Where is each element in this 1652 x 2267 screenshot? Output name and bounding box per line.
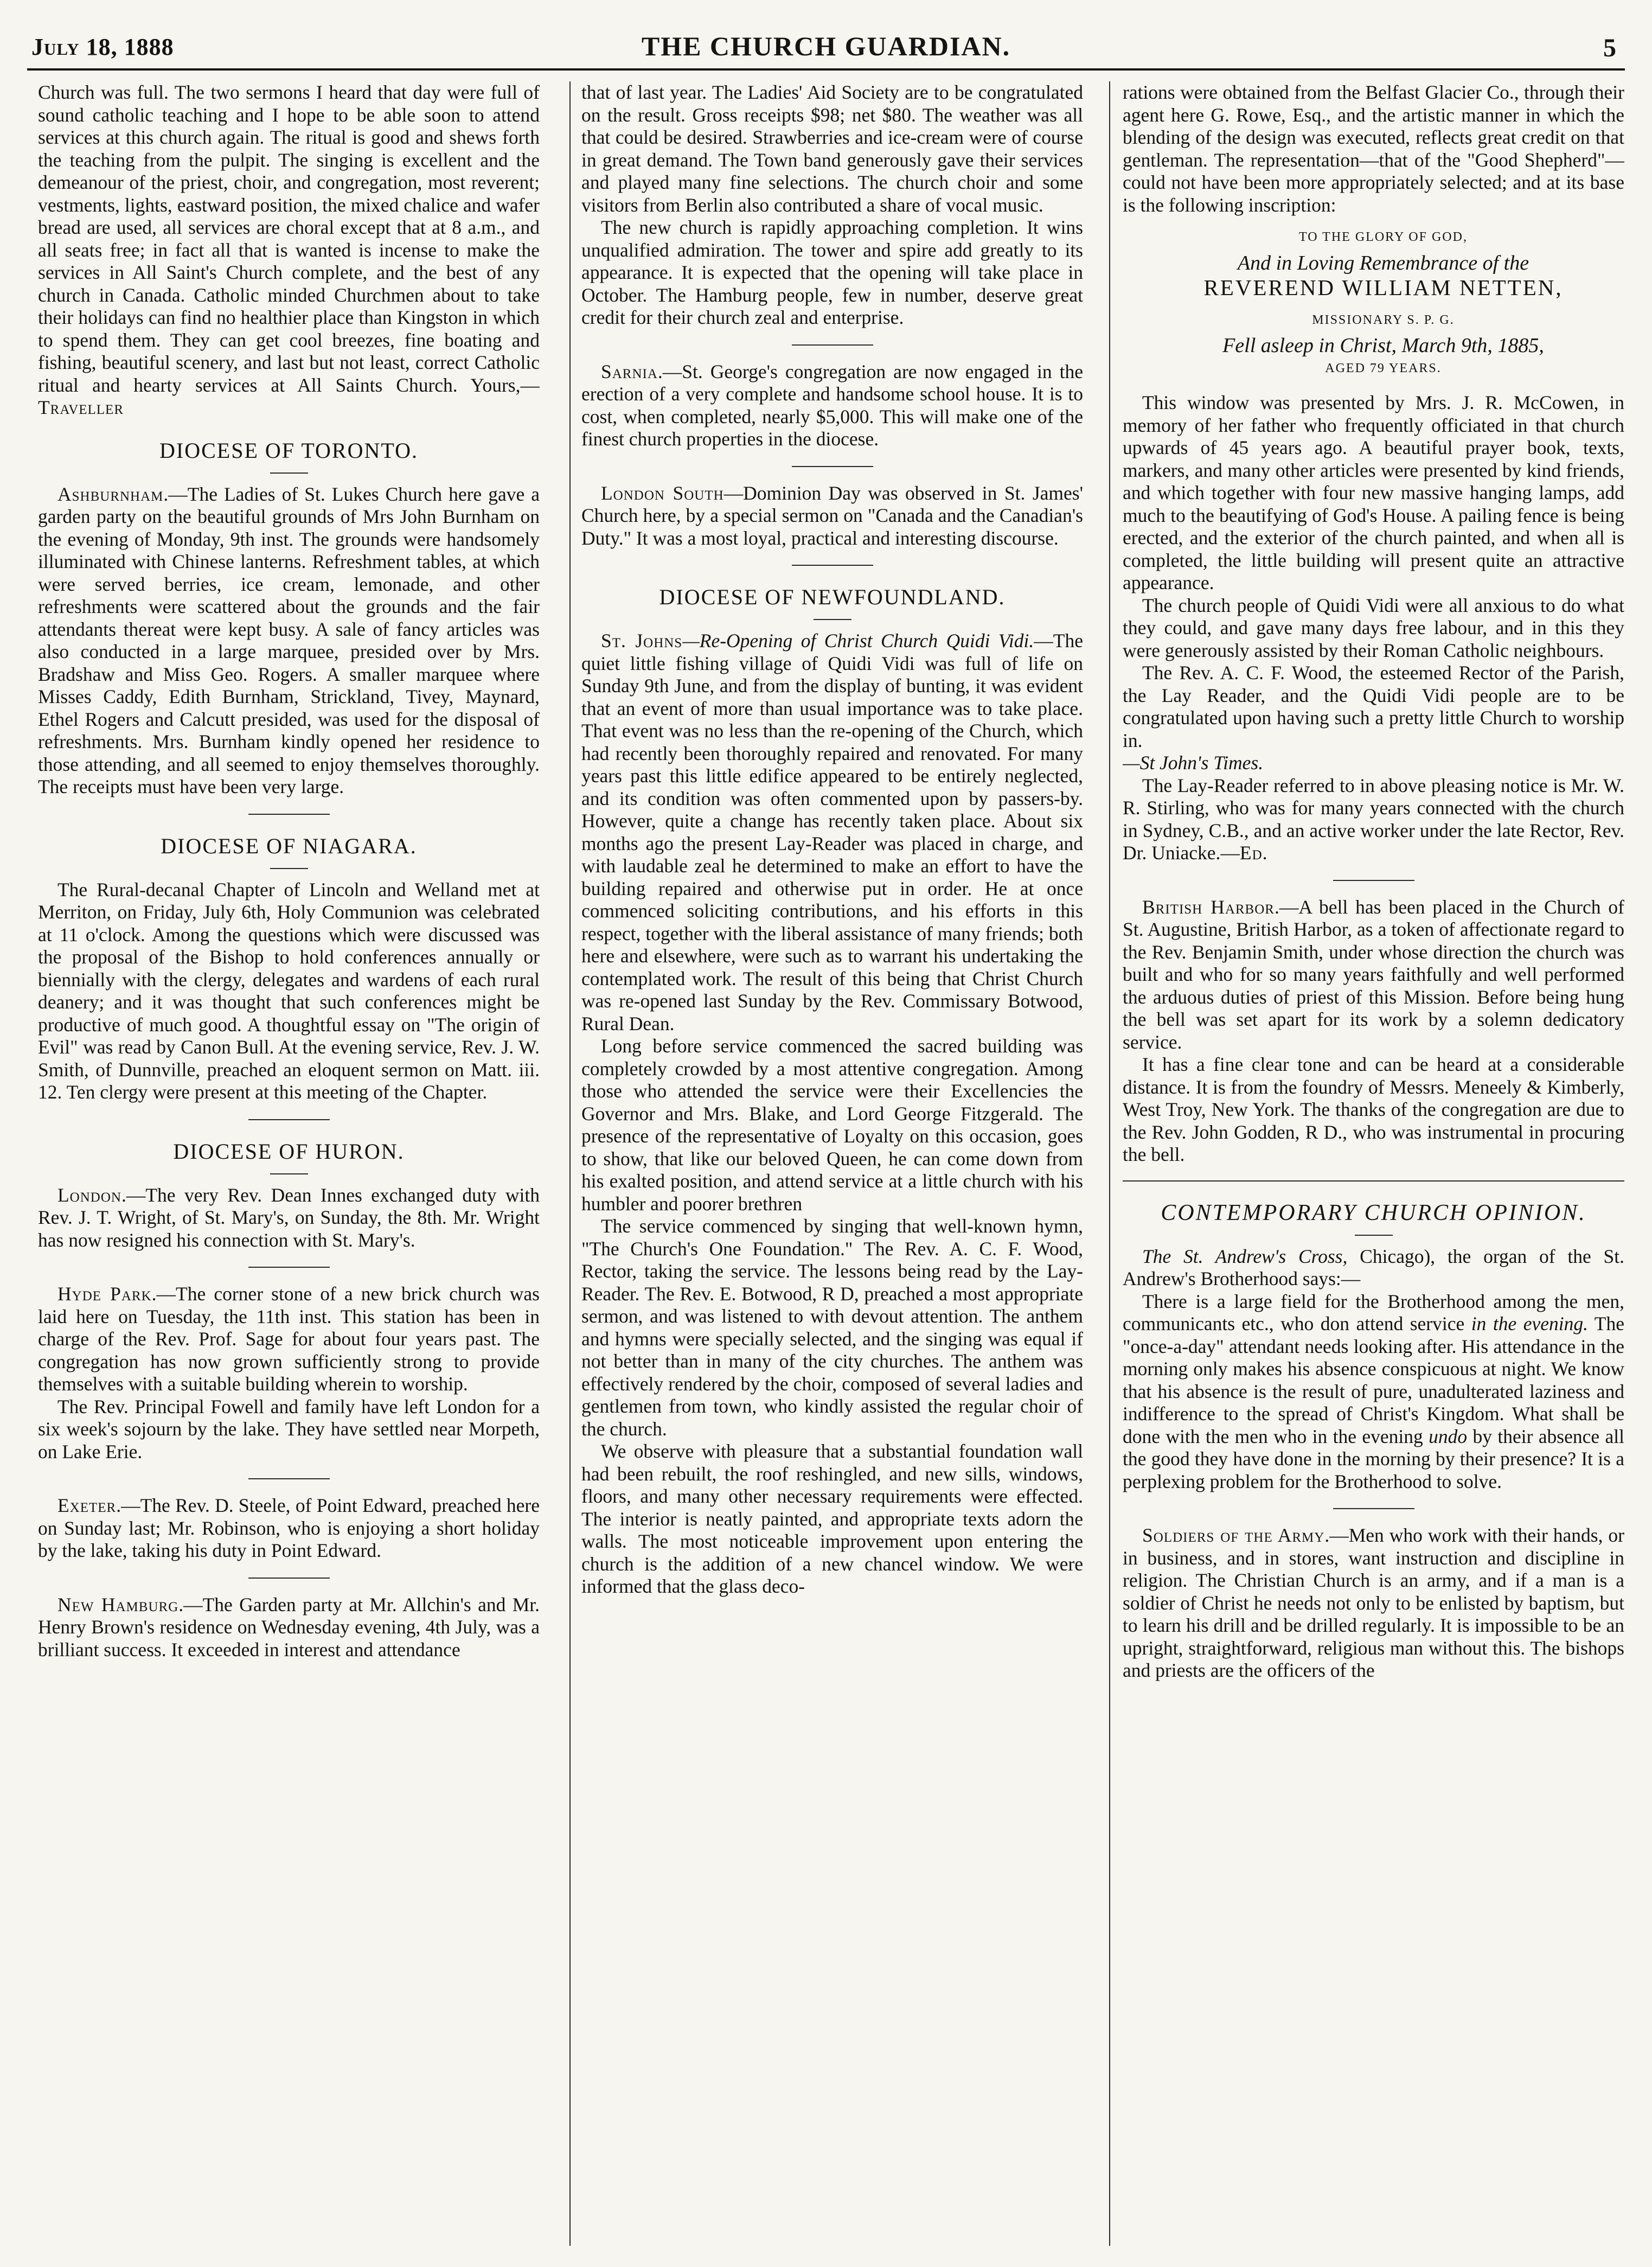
page-number: 5 bbox=[1603, 34, 1616, 62]
item-divider bbox=[1333, 880, 1414, 881]
section-heading-toronto: DIOCESE OF TORONTO. bbox=[159, 438, 418, 463]
item-divider bbox=[792, 344, 873, 346]
place-name: Ashburnham bbox=[57, 483, 164, 505]
place-name: Hyde Park bbox=[57, 1283, 152, 1305]
article-paragraph: It has a fine clear tone and can be heard at a considerable distance. It is from the foundry of Messrs. Meneely & Kimberly, West Troy, New York. The thanks of the congregation are due to the Rev. John Godden, R D., who was instrumental in procuring the bell. bbox=[1123, 1053, 1624, 1165]
article-paragraph: London South—Dominion Day was observed in St. James' Church here, by a special sermon on "Canada and the Canadian's Duty." It was a most loyal, practical and interesting discourse. bbox=[581, 482, 1083, 549]
article-paragraph: The church people of Quidi Vidi were all anxious to do what they could, and gave many days free labour, and in this they were generously assisted by their Roman Catholic neighbours. bbox=[1123, 594, 1624, 661]
section-heading-newfoundland: DIOCESE OF NEWFOUNDLAND. bbox=[659, 585, 1006, 609]
column-divider bbox=[1109, 81, 1110, 2246]
article-paragraph: Sarnia.—St. George's congregation are now engaged in the erection of a very complete and handsome school house. It is to cost, when completed, nearly $5,000. This will make one of the finest church properties in the diocese. bbox=[581, 360, 1083, 450]
article-paragraph: The St. Andrew's Cross, Chicago), the organ of the St. Andrew's Brotherhood says:— bbox=[1123, 1245, 1624, 1289]
heading-rule bbox=[270, 1173, 308, 1174]
inscription-line: MISSIONARY S. P. G. bbox=[1312, 312, 1455, 327]
article-paragraph: Soldiers of the Army.—Men who work with their hands, or in business, and in stores, want instruction and discipline in religion. The Christian Church is an army, and if a man is a soldier of Christ he needs not only to be enlisted by baptism, but to learn his drill and be drilled regularly. It is impossible to be an upright, straightforward, religious man without this. The bishops and priests are the officers of the bbox=[1123, 1524, 1624, 1681]
article-paragraph: that of last year. The Ladies' Aid Society are to be congratulated on the result. Gross receipts $98; net $80. The weather was all that could be desired. Strawberries and ice-cream were of course in great demand. The Town band generously gave their services and played many fine selections. The church choir and some visitors from Berlin also contributed a share of vocal music. bbox=[581, 81, 1083, 216]
masthead bbox=[27, 22, 1625, 71]
place-name: Soldiers of the Army bbox=[1142, 1524, 1325, 1546]
column-divider bbox=[569, 81, 571, 2246]
article-paragraph: The new church is rapidly approaching completion. It wins unqualified admiration. The tower and spire add greatly to its appearance. It is expected that the opening will take place in October. The Hamburg people, few in number, deserve great credit for their church zeal and enterprise. bbox=[581, 216, 1083, 328]
inscription-line: REVEREND WILLIAM NETTEN, bbox=[1203, 275, 1563, 300]
section-divider bbox=[248, 1119, 330, 1120]
article-paragraph: The Rev. Principal Fowell and family have left London for a six week's sojourn by the lake. They have settled near Morpeth, on Lake Erie. bbox=[38, 1395, 540, 1463]
article-paragraph: rations were obtained from the Belfast Glacier Co., through their agent here G. Rowe, Esq., and the artistic manner in which the blending of the design was executed, reflects great credit on that gentleman. The representation—that of the "Good Shepherd"—could not have been more appropriately selected; and at its base is the following inscription: bbox=[1123, 81, 1624, 216]
heading-rule bbox=[1355, 1235, 1393, 1236]
section-heading-niagara: DIOCESE OF NIAGARA. bbox=[161, 833, 417, 858]
inscription-line: And in Loving Remembrance of the bbox=[1237, 251, 1529, 274]
article-paragraph: The service commenced by singing that well-known hymn, "The Church's One Foundation." The Rev. A. C. F. Wood, Rector, taking the service. The lessons being read by the Lay-Reader. The Rev. E. Botwood, R D, preached a most appropriate sermon, and was listened to with devout attention. The anthem and hymns were specially selected, and the singing was equal if not better than in many of the city churches. The anthem was effectively rendered by the choir, composed of several ladies and gentlemen from town, who kindly assisted the regular choir of the church. bbox=[581, 1215, 1083, 1440]
article-paragraph: Ashburnham.—The Ladies of St. Lukes Church here gave a garden party on the beautiful grounds of Mrs John Burnham on the evening of Monday, 9th inst. The grounds were handsomely illuminated with Chinese lanterns. Refreshment tables, at which were served berries, ice cream, lemonade, and other refreshments were scattered about the grounds and the fair attendants thereat were kept busy. A sale of fancy articles was also conducted in a large marquee, presided over by Mrs. Bradshaw and Miss Geo. Rogers. A smaller marquee where Misses Caddy, Edith Burnham, Strickland, Tivey, Maynard, Ethel Rogers and Calcutt presided, was used for the disposal of refreshments. Mrs. Burnham kindly opened her residence to those attending, and all seemed to enjoy themselves thoroughly. The receipts must have been very large. bbox=[38, 483, 540, 797]
item-divider bbox=[1333, 1508, 1414, 1509]
item-divider bbox=[248, 1267, 330, 1268]
place-name: Sarnia bbox=[601, 360, 658, 382]
source-credit: —St John's Times. bbox=[1123, 752, 1264, 774]
place-name: London South bbox=[601, 482, 724, 504]
column-1 bbox=[38, 81, 540, 2246]
article-paragraph: London.—The very Rev. Dean Innes exchanged duty with Rev. J. T. Wright, of St. Mary's, on Sunday, the 8th. Mr. Wright has now resigned his connection with St. Mary's. bbox=[38, 1184, 540, 1251]
section-heading-opinion: CONTEMPORARY CHURCH OPINION. bbox=[1161, 1200, 1586, 1225]
signature: Ed. bbox=[1239, 842, 1268, 864]
section-divider bbox=[248, 814, 330, 815]
item-divider bbox=[792, 466, 873, 467]
heading-rule bbox=[270, 472, 308, 474]
article-paragraph: St. Johns—Re-Opening of Christ Church Quidi Vidi.—The quiet little fishing village of Quidi Vidi was full of life on Sunday 9th June, and from the display of bunting, it was evident that an event of more than usual importance was to take place. That event was no less than the re-opening of the Church, which had recently been thoroughly repaired and renovated. For many years past this little edifice appeared to be entirely neglected, and its condition was often commented upon by passers-by. However, quite a change has recently taken place. About six months ago the present Lay-Reader was placed in charge, and with laudable zeal he determined to make an effort to have the building repaired and otherwise put in order. He at once commenced soliciting contributions, and his efforts in this respect, together with the liberal assistance of many friends; both here and elsewhere, were such as to warrant his undertaking the contemplated work. The result of this being that Christ Church was re-opened last Sunday by the Rev. Commissary Botwood, Rural Dean. bbox=[581, 630, 1083, 1034]
window-inscription bbox=[1123, 226, 1624, 380]
article-paragraph: Long before service commenced the sacred building was completely crowded by a most attentive congregation. Among those who attended the service were their Excellencies the Governor and Mrs. Blake, and Lord George Fitzgerald. The presence of the representative of Loyalty on this occasion, goes to show, that like our beloved Queen, he can come down from his exalted position, and attend service at a little church with his humbler and poorer brethren bbox=[581, 1035, 1083, 1215]
place-name: New Hamburg bbox=[57, 1593, 179, 1615]
place-name: Exeter bbox=[57, 1495, 117, 1516]
article-paragraph: The Rural-decanal Chapter of Lincoln and Welland met at Merriton, on Friday, July 6th, Holy Communion was celebrated at 11 o'clock. Among the questions which were discussed was the proposal of the Bishop to hold conferences annually or biennially with the clergy, delegates and wardens of each rural deanery; and it was thought that such conferences might be productive of much good. A thoughtful essay on "The origin of Evil" was read by Canon Bull. At the evening service, Rev. J. W. Smith, of Dunnville, preached an eloquent sermon on Matt. iii. 12. Ten clergy were present at this meeting of the Chapter. bbox=[38, 878, 540, 1103]
article-paragraph: The Rev. A. C. F. Wood, the esteemed Rector of the Parish, the Lay Reader, and the Quidi Vidi people are to be congratulated upon having such a pretty little Church to worship in. —St John's Times. bbox=[1123, 662, 1624, 774]
article-paragraph: There is a large field for the Brotherhood among the men, communicants etc., who don attend service in the evening. The "once-a-day" attendant needs looking after. His attendance in the morning only makes his absence conspicuous at night. We know that his absence is the result of pure, unadulterated laziness and indifference to the spread of Christ's Kingdom. What shall be done with the men who in the evening undo by their absence all the good they have done in the morning by their presence? It is a perplexing problem for the Brotherhood to solve. bbox=[1123, 1290, 1624, 1492]
article-paragraph: This window was presented by Mrs. J. R. McCowen, in memory of her father who frequently officiated in that church upwards of 45 years ago. A beautiful prayer book, texts, markers, and many other articles were presented by kind friends, and which together with four new massive hanging lamps, add much to the beautifying of God's House. A pailing fence is being erected, and the exterior of the church painted, and when all is completed, the little building will present quite an attractive appearance. bbox=[1123, 392, 1624, 593]
inscription-line: Fell asleep in Christ, March 9th, 1885, bbox=[1222, 334, 1544, 357]
article-paragraph: Hyde Park.—The corner stone of a new brick church was laid here on Tuesday, the 11th inst. This station has been in charge of the Rev. Prof. Sage for about four years past. The congregation has now grown sufficiently strong to provide themselves with a suitable building wherein to worship. bbox=[38, 1283, 540, 1395]
article-paragraph: We observe with pleasure that a substantial foundation wall had been rebuilt, the roof reshingled, and new sills, windows, floors, and many other necessary requirements were effected. The interior is neatly painted, and appropriate texts adorn the walls. The most noticeable improvement upon entering the church is the addition of a new chancel window. We were informed that the glass deco- bbox=[581, 1440, 1083, 1597]
issue-date: July 18, 1888 bbox=[31, 34, 174, 60]
newspaper-title: THE CHURCH GUARDIAN. bbox=[641, 31, 1011, 61]
inscription-line: TO THE GLORY OF GOD, bbox=[1299, 230, 1468, 244]
heading-rule bbox=[270, 868, 308, 869]
section-heading-huron: DIOCESE OF HURON. bbox=[173, 1139, 405, 1164]
inscription-line: AGED 79 YEARS. bbox=[1325, 361, 1442, 375]
heading-rule bbox=[814, 619, 851, 620]
place-name: London bbox=[57, 1184, 121, 1206]
article-subtitle: —Re-Opening of Christ Church Quidi Vidi. bbox=[682, 630, 1034, 652]
article-paragraph: British Harbor.—A bell has been placed in the Church of St. Augustine, British Harbor, as a token of affectionate regard to the Rev. Benjamin Smith, under whose direction the church was built and who for so many years faithfully and well performed the arduous duties of priest of this Mission. Before being hung the bell was set apart for its work by a solemn dedicatory service. bbox=[1123, 896, 1624, 1053]
signature: Traveller bbox=[38, 397, 124, 418]
column-2 bbox=[581, 81, 1083, 2246]
section-divider bbox=[1123, 1180, 1624, 1182]
article-paragraph: Church was full. The two sermons I heard that day were full of sound catholic teaching and I hope to be able soon to attend services at this church again. The ritual is good and shews forth the teaching from the pulpit. The singing is excellent and the demeanour of the priest, choir, and congregation, most reverent; vestments, lights, eastward position, the mixed chalice and wafer bread are used, all services are choral except that at 8 a.m., and all seats free; in fact all that is wanted is incense to make the services in All Saint's Church complete, and the best of any church in Canada. Catholic minded Churchmen about to take their holidays can find no healthier place than Kingston in which to spend them. They can get cool breezes, fine boating and fishing, beautiful scenery, and last but not least, correct Catholic ritual and hearty services at All Saints Church. Yours,—Traveller bbox=[38, 81, 540, 418]
place-name: British Harbor bbox=[1142, 896, 1275, 918]
publication-name: The St. Andrew's Cross, bbox=[1142, 1245, 1348, 1267]
item-divider bbox=[248, 1478, 330, 1479]
article-paragraph: The Lay-Reader referred to in above pleasing notice is Mr. W. R. Stirling, who was for many years connected with the church in Sydney, C.B., and an active worker under the late Rector, Rev. Dr. Uniacke.—Ed. bbox=[1123, 774, 1624, 864]
place-name: St. Johns bbox=[601, 630, 683, 652]
section-divider bbox=[792, 565, 873, 566]
article-paragraph: New Hamburg.—The Garden party at Mr. Allchin's and Mr. Henry Brown's residence on Wednesday evening, 4th July, was a brilliant success. It exceeded in interest and attendance bbox=[38, 1593, 540, 1661]
article-paragraph: Exeter.—The Rev. D. Steele, of Point Edward, preached here on Sunday last; Mr. Robinson, who is enjoying a short holiday by the lake, taking his duty in Point Edward. bbox=[38, 1495, 540, 1561]
item-divider bbox=[248, 1578, 330, 1579]
column-3 bbox=[1123, 81, 1624, 2246]
